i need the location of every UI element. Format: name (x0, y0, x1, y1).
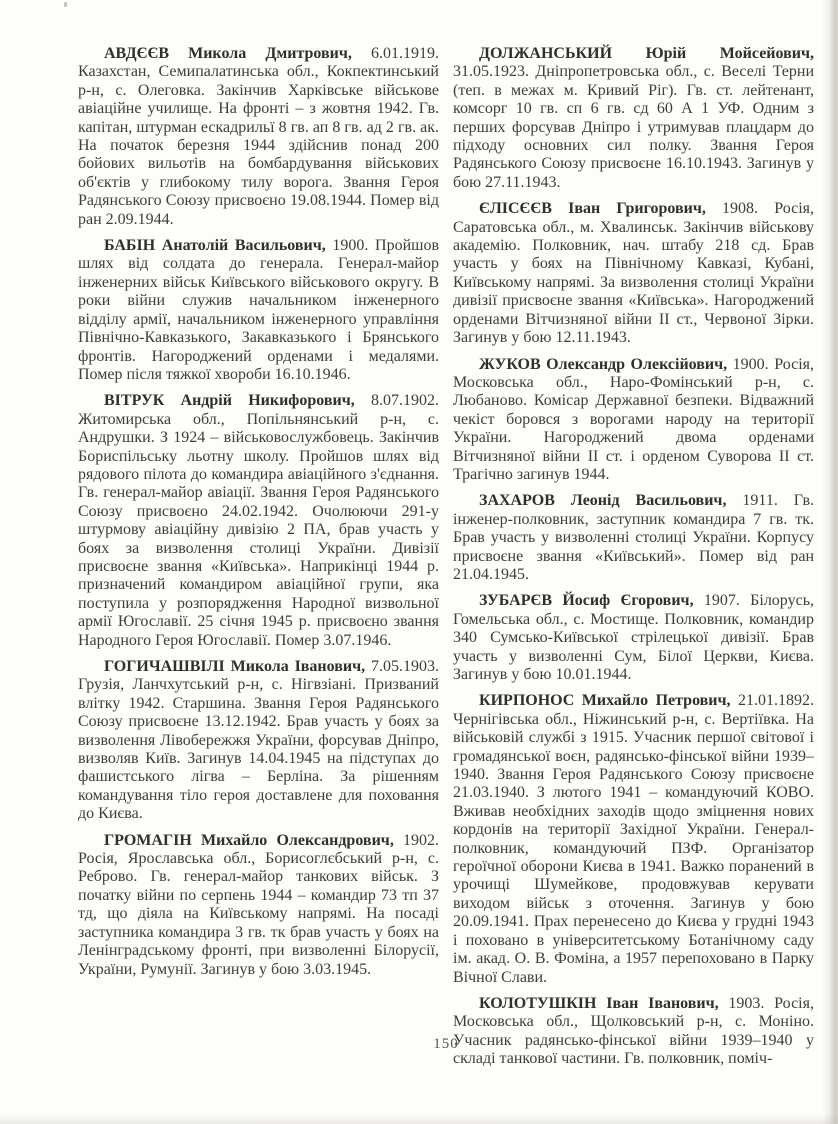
biography-entry (453, 356, 814, 485)
biography-entry (78, 658, 439, 824)
biography-entry (453, 995, 814, 1069)
entry-text: 1908. Росія, Саратовська обл., м. Хвалинськ. Закінчив військову академію. Полковник, нач. штабу 218 сд. Брав участь у боях на Північному Кавказі, Кубані, Київському напрямі. За визволення столиці України дивізії присвоєне звання «Київська». Нагороджений орденами Вітчизняної війни II ст., Червоної Зірки. Загинув у бою 12.11.1943. (453, 200, 814, 347)
biography-entry (453, 692, 814, 987)
entry-text: 1900. Пройшов шлях від солдата до генерала. Генерал-майор інженерних військ Київського військового округу. В роки війни служив начальником інженерного відділу армії, начальником інженерного управління Північно-Кавказького, Закавказького і Брянського фронтів. Нагороджений орденами і медалями. Помер після тяжкої хвороби 16.10.1946. (78, 237, 439, 383)
page-number: 150 (433, 1036, 459, 1052)
entry-name: ВІТРУК Андрій Никифорович, (104, 392, 355, 410)
entry-name: ЖУКОВ Олександр Олексійович, (479, 355, 728, 373)
entry-text: 7.05.1903. Грузія, Ланчхутський р-н, с. Нігвзіані. Призваний влітку 1942. Старшина. Звання Героя Радянського Союзу присвоєне 13.12.1942. Брав участь у боях за визволення Лівобережжя України, форсував Дніпро, визволяв Київ. Загинув 14.04.1945 на підступах до фашистського лігва – Берліна. За рішенням командування тіло героя доставлене для поховання до Києва. (78, 658, 439, 823)
biography-entry (453, 492, 814, 584)
entry-name: БАБІН Анатолій Васильович, (104, 237, 326, 255)
entry-text: 1907. Білорусь, Гомельська обл., с. Мостище. Полковник, командир 340 Сумсько-Київської стрілецької дивізії. Брав участь у визволенні Сум, Білої Церкви, Києва. Загинув у бою 10.01.1944. (453, 592, 814, 683)
entry-name: КИРПОНОС Михайло Петрович, (479, 692, 731, 710)
entry-text: 31.05.1923. Дніпропетровська обл., с. Веселі Терни (теп. в межах м. Кривий Ріг). Гв. ст. лейтенант, комсорг 10 гв. сп 6 гв. сд 60 А 1 УФ. Одним з перших форсував Дніпро і утримував плацдарм до підходу основних сил полку. Звання Героя Радянського Союзу присвоєне 16.10.1943. Загинув у бою 27.11.1943. (453, 63, 814, 191)
entry-name: ГРОМАГІН Михайло Олександрович, (104, 831, 394, 849)
biography-entry (453, 592, 814, 684)
entry-name: ГОГИЧАШВІЛІ Микола Іванович, (104, 658, 366, 675)
entry-text: 1911. Гв. інженер-полковник, заступник командира 7 гв. тк. Брав участь у визволенні столиці України. Корпусу присвоєне звання «Київський». Помер від ран 21.04.1945. (453, 492, 814, 583)
biography-entry (78, 392, 439, 650)
biography-entry (78, 237, 439, 384)
scan-edge-shadow-bottom (0, 1114, 838, 1124)
biography-entry (78, 45, 439, 229)
entry-text: 1902. Росія, Ярославська обл., Борисоглєбський р-н, с. Реброво. Гв. генерал-майор танкових військ. З початку війни по серпень 1944 – командир 73 тп 37 тд, що діяла на Київському напрямі. На посаді заступника командира 3 гв. тк брав участь у боях на Ленінградському фронті, при визволенні Білорусії, України, Румунії. Загинув у бою 3.03.1945. (78, 831, 440, 978)
scan-edge-shadow-right (822, 0, 838, 1124)
left-column (78, 45, 439, 1077)
scan-speck (64, 2, 67, 7)
entry-text: 21.01.1892. Чернігівська обл., Ніжинський р-н, с. Вертіївка. На військовій службі з 1915. Учасник першої світової і громадянської воєн, радянсько-фінської війни 1939–1940. Звання Героя Радянського Союзу присвоєне 21.03.1940. З лютого 1941 – командуючий КОВО. Вживав необхідних заходів щодо зміцнення нових кордонів на території Західної України. Генерал-полковник, командуючий ПЗФ. Організатор героїчної оборони Києва в 1941. Важко поранений в урочищі Шумейкове, продовжував керувати виходом військ з оточення. Загинув у бою 20.09.1941. Прах перенесено до Києва у грудні 1943 і поховано в університетському Ботанічному саду ім. акад. О. В. Фоміна, а 1957 перепоховано в Парку Вічної Слави. (453, 692, 814, 986)
biography-entry (453, 45, 814, 192)
entry-text: 1900. Росія, Московська обл., Наро-Фомінський р-н, с. Любаново. Комісар Державної безпеки. Відважний чекіст боровся з ворогами народу на території України. Нагороджений двома орденами Вітчизняної війни II ст. і орденом Суворова II ст. Трагічно загинув 1944. (453, 355, 814, 483)
entry-name: ЗАХАРОВ Леонід Васильович, (479, 492, 727, 510)
entry-name: ЄЛІСЄЄВ Іван Григорович, (479, 200, 706, 218)
entry-text: 8.07.1902. Житомирська обл., Попільнянський р-н, с. Андрушки. З 1924 – військовослужбовець. Закінчив Бориспільську льотну школу. Пройшов шлях від рядового пілота до командира авіаційного з'єднання. Гв. генерал-майор авіації. Звання Героя Радянського Союзу присвоєно 24.02.1942. Очолюючи 291-у штурмову авіаційну дивізію 2 ПА, брав участь у боях за визволення столиці України. Дивізії присвоєне звання «Київська». Наприкінці 1944 р. призначений командиром авіаційної групи, яка поступила у розпорядження Народної визвольної армії Югославії. 25 січня 1945 р. присвоєно звання Народного Героя Югославії. Помер 3.07.1946. (78, 392, 440, 649)
entry-name: КОЛОТУШКІН Іван Іванович, (479, 994, 719, 1012)
entry-name: ДОЛЖАНСЬКИЙ Юрій Мойсейович, (479, 45, 814, 62)
text-block (78, 45, 814, 1077)
entry-text: 6.01.1919. Казахстан, Семипалатинська обл., Кокпектинський р-н, с. Олеговка. Закінчив Харківське військове авіаційне училище. На фронті – з жовтня 1942. Гв. капітан, штурман ескадрильї 8 гв. ап 8 гв. ад 2 гв. ак. На початок березня 1944 здійснив понад 200 бойових вильотів на бомбардування військових об'єктів у глибокому тилу ворога. Звання Героя Радянського Союзу присвоєно 19.08.1944. Помер від ран 2.09.1944. (78, 45, 440, 228)
biography-entry (78, 832, 439, 979)
entry-text: 1903. Росія, Московська обл., Щолковський р-н, с. Моніно. Учасник радянсько-фінської війни 1939–1940 у складі танкової частини. Гв. полковник, поміч- (453, 994, 814, 1068)
entry-name: АВДЄЄВ Микола Дмитрович, (104, 45, 352, 62)
entry-name: ЗУБАРЄВ Йосиф Єгорович, (479, 592, 694, 610)
right-column (453, 45, 814, 1077)
biography-entry (453, 200, 814, 347)
